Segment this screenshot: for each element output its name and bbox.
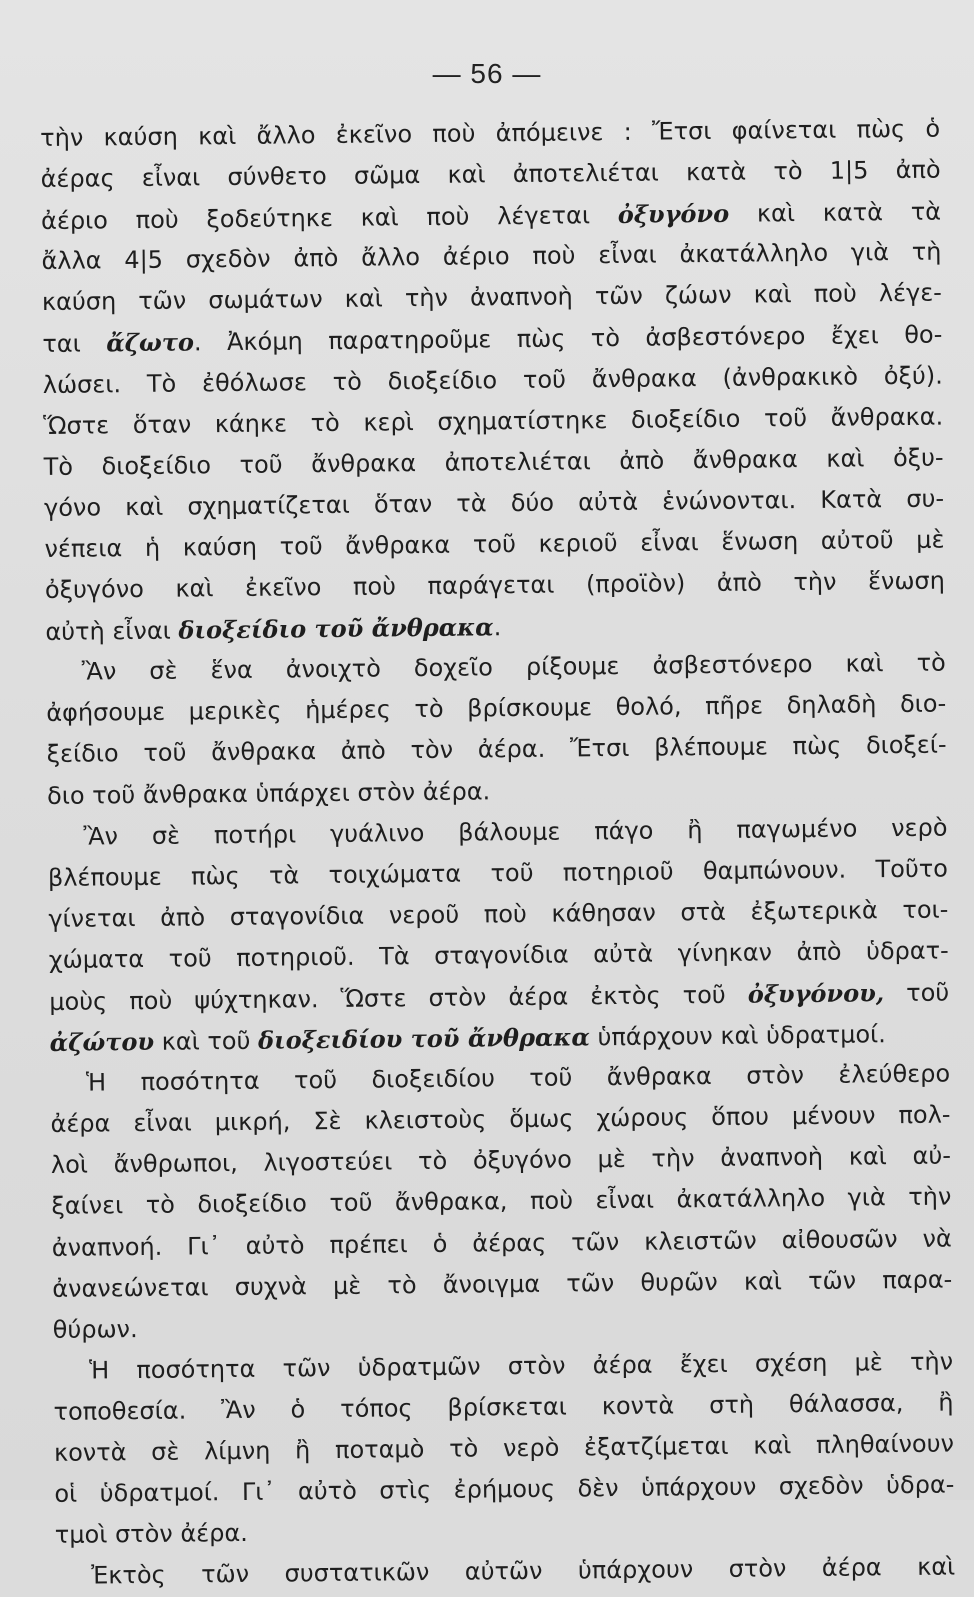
line-text: νέπεια ἡ καύση τοῦ ἄνθρακα τοῦ κεριοῦ εἶναι ἕνωση αὐτοῦ μὲ (44, 525, 945, 563)
line-text: οἱ ὑδρατμοί. Γι᾽ αὐτὸ στὶς ἐρήμους δὲν ὑπάρχουν σχεδὸν ὑδρα- (54, 1470, 955, 1509)
line-text: χώματα τοῦ ποτηριοῦ. Τὰ σταγονίδια αὐτὰ γίνηκαν ἀπὸ ὑδρατ- (48, 936, 949, 974)
line-text: ξείδιο τοῦ ἄνθρακα ἀπὸ τὸν ἀέρα. Ἔτσι βλέπουμε πὼς διοξεί- (46, 730, 947, 769)
emphasized-term: ὀξυγόνου, (747, 978, 885, 1009)
body-text (40, 109, 955, 1597)
line-text: βλέπουμε πὼς τὰ τοιχώματα τοῦ ποτηριοῦ θαμπώνουν. Τοῦτο (47, 854, 949, 892)
line-text: ὀξυγόνο καὶ ἐκεῖνο ποὺ παράγεται (προϊὸν) ἀπὸ τὴν ἕνωση (44, 566, 946, 605)
line-text: Ἂν σὲ ἕνα ἀνοιχτὸ δοχεῖο ρίξουμε ἀσβεστόνερο καὶ τὸ (81, 648, 946, 686)
line-text: κοντὰ σὲ λίμνη ἢ ποταμὸ τὸ νερὸ ἐξατζίμεται καὶ πληθαίνουν (53, 1429, 955, 1467)
line-text: καὶ τοῦ (153, 1026, 259, 1056)
emphasized-term: ἀζώτου (49, 1026, 155, 1058)
line-text: Ὥστε ὅταν κάηκε τὸ κερὶ σχηματίστηκε διοξείδιο τοῦ ἄνθρακα. (43, 402, 944, 440)
emphasized-term: ὀξυγόνο (617, 198, 730, 230)
line-text: λώσει. Τὸ ἐθόλωσε τὸ διοξείδιο τοῦ ἄνθρακα (ἀνθρακικὸ ὀξύ). (42, 361, 943, 399)
line-text: ἀνανεώνεται συχνὰ μὲ τὸ ἄνοιγμα τῶν θυρῶν καὶ τῶν παρα- (52, 1265, 953, 1303)
line-text: . (493, 613, 502, 642)
line-text: γόνο καὶ σχηματίζεται ὅταν τὰ δύο αὐτὰ ἑνώνονται. Κατὰ συ- (43, 484, 945, 522)
line-text: αὐτὴ εἶναι (45, 616, 179, 647)
line-text: θύρων. (52, 1314, 138, 1344)
emphasized-term: διοξειδίου τοῦ ἄνθρακα (257, 1022, 591, 1055)
line-text: μοὺς ποὺ ψύχτηκαν. Ὥστε στὸν ἀέρα ἐκτὸς τοῦ (49, 980, 748, 1016)
line-text: Ἡ ποσότητα τῶν ὑδρατμῶν στὸν ἀέρα ἔχει σχέση μὲ τὴν (88, 1347, 954, 1385)
line-text: ται (42, 329, 107, 359)
page-number: — 56 — (432, 58, 542, 89)
line-text: Ἐκτὸς τῶν συστατικῶν αὐτῶν ὑπάρχουν στὸν ἀέρα καὶ (91, 1552, 956, 1590)
line-text: Ἂν σὲ ποτήρι γυάλινο βάλουμε πάγο ἢ παγωμένο νερὸ (83, 813, 948, 851)
line-text: ἀέριο ποὺ ξοδεύτηκε καὶ ποὺ λέγεται (40, 201, 618, 236)
line-text: τὴν καύση καὶ ἄλλο ἐκεῖνο ποὺ ἀπόμεινε : Ἔτσι φαίνεται πὼς ὁ (40, 114, 941, 152)
line-text: ἀφήσουμε μερικὲς ἡμέρες τὸ βρίσκουμε θολό, πῆρε δηλαδὴ διο- (46, 689, 947, 728)
line-text: ἄλλα 4|5 σχεδὸν ἀπὸ ἄλλο ἀέριο ποὺ εἶναι ἀκατάλληλο γιὰ τὴ (41, 237, 942, 276)
line-text: ἀέρα εἶναι μικρή, Σὲ κλειστοὺς ὅμως χώρους ὅπου μένουν πολ- (50, 1100, 951, 1139)
line-text: ἀέρας εἶναι σύνθετο σῶμα καὶ ἀποτελιέται κατὰ τὸ 1|5 ἀπὸ (40, 155, 941, 194)
line-text: ἀναπνοή. Γι᾽ αὐτὸ πρέπει ὁ ἀέρας τῶν κλειστῶν αἰθουσῶν νὰ (51, 1224, 952, 1262)
line-text: τοποθεσία. Ἂν ὁ τόπος βρίσκεται κοντὰ στὴ θάλασσα, ἢ (53, 1388, 954, 1426)
line-text: Τὸ διοξείδιο τοῦ ἄνθρακα ἀποτελιέται ἀπὸ ἄνθρακα καὶ ὀξυ- (43, 443, 944, 481)
line-text: καὶ κατὰ τὰ (728, 197, 942, 228)
line-text: ξαίνει τὸ διοξείδιο τοῦ ἄνθρακα, ποὺ εἶναι ἀκατάλληλο γιὰ τὴν (51, 1182, 952, 1221)
line-text: καύση τῶν σωμάτων καὶ τὴν ἀναπνοὴ τῶν ζώων καὶ ποὺ λέγε- (41, 278, 943, 317)
line-text: λοὶ ἄνθρωποι, λιγοστεύει τὸ ὀξυγόνο μὲ τὴν ἀναπνοὴ καὶ αὐ- (50, 1141, 952, 1180)
line-text: τμοὶ στὸν ἀέρα. (54, 1519, 248, 1550)
line-text: ὑπάρχουν καὶ ὑδρατμοί. (589, 1020, 886, 1052)
line-text: Ἡ ποσότητα τοῦ διοξειδίου τοῦ ἄνθρακα στὸν ἐλεύθερο (85, 1059, 951, 1097)
line-text: τοῦ (883, 978, 950, 1008)
emphasized-term: διοξείδιο τοῦ ἄνθρακα (178, 612, 494, 645)
line-text: . Ἀκόμη παρατηροῦμε πὼς τὸ ἀσβεστόνερο ἔχει θο- (193, 321, 943, 357)
line-text: γίνεται ἀπὸ σταγονίδια νεροῦ ποὺ κάθησαν στὰ ἐξωτερικὰ τοι- (48, 895, 949, 933)
line-text: διο τοῦ ἄνθρακα ὑπάρχει στὸν ἀέρα. (46, 776, 491, 810)
text-line (55, 1547, 955, 1597)
emphasized-term: ἄζωτο (106, 327, 195, 358)
